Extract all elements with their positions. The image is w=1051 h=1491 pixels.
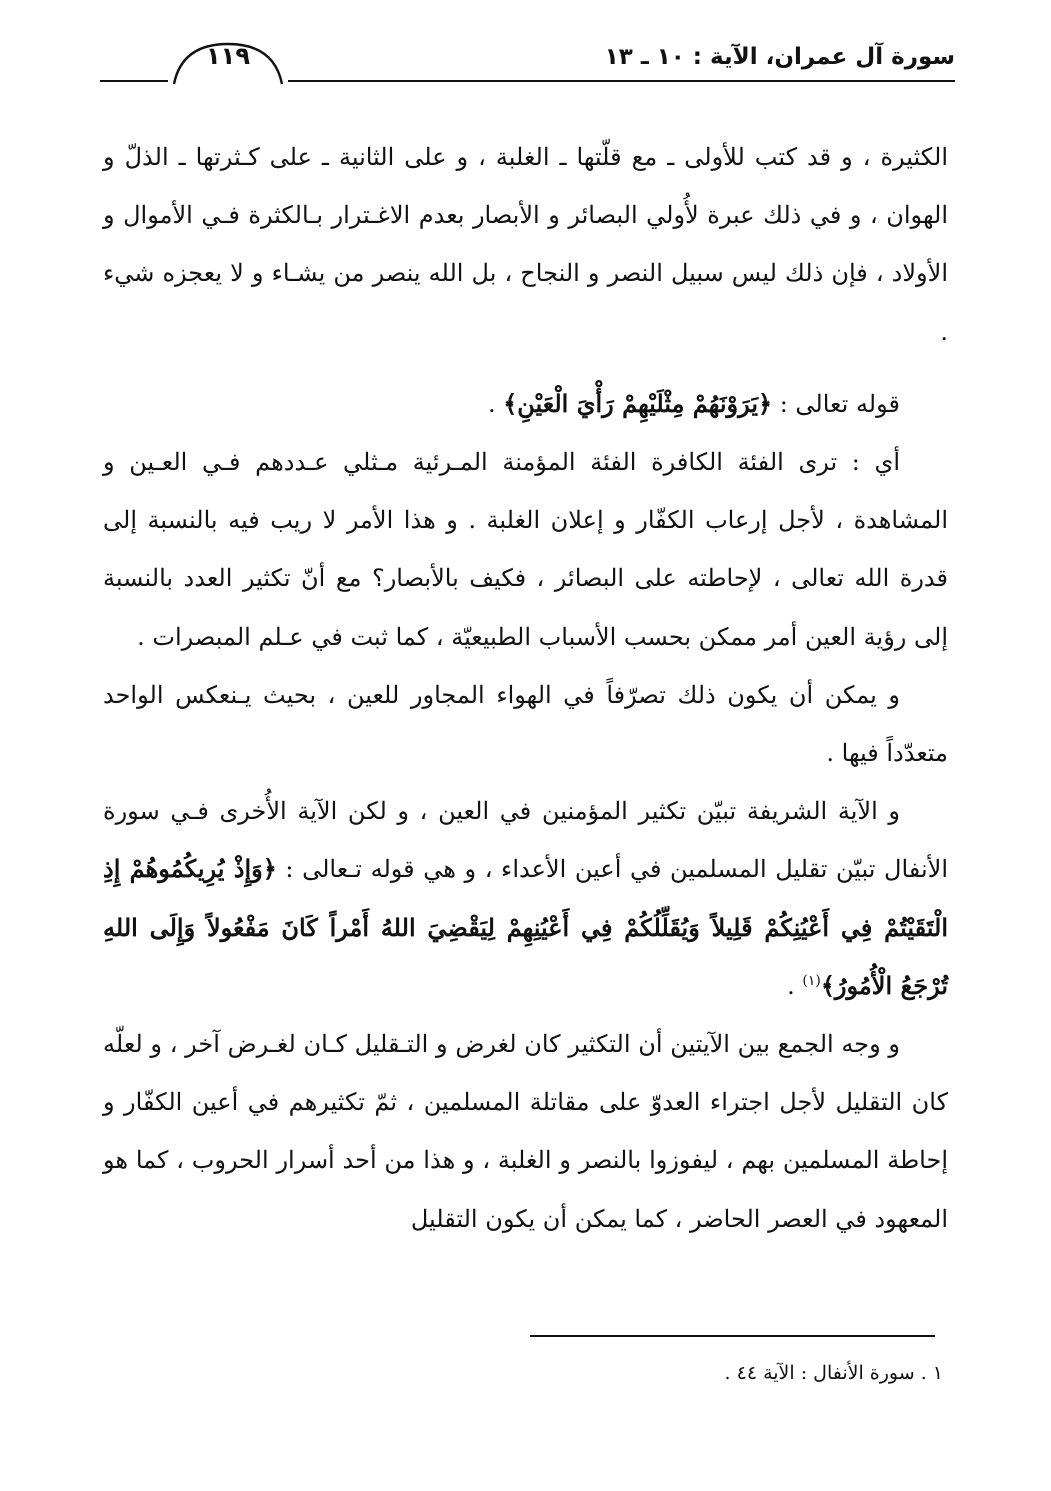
verse-intro: قوله تعالى : <box>772 389 900 418</box>
paragraph-1: الكثيرة ، و قد كتب للأولى ـ مع قلّتها ـ الغلبة ، و على الثانية ـ على كـثرتها ـ الذلّ و الهوان ، و في ذلك عبرة لأُولي البصائر و الأبصار بعدم الاغـترار بـالكثرة فـي الأموال و الأولاد ، فإن ذلك ليس سبيل النصر و النجاح ، بل الله ينصر من يشـاء و لا يعجزه شيء . <box>103 143 948 346</box>
header-rule <box>288 80 955 82</box>
paragraph-2 <box>103 375 948 433</box>
footnote-reference[interactable]: (١) <box>802 972 821 989</box>
page-number: ١١٩ <box>206 42 250 70</box>
verse-end: . <box>787 971 803 1000</box>
header-rule-left <box>100 80 168 82</box>
body-text <box>103 128 948 1248</box>
paragraph-4: و يمكن أن يكون ذلك تصرّفاً في الهواء المجاور للعين ، بحيث يـنعكس الواحد متعدّداً فيها . <box>103 680 948 768</box>
footnote-separator <box>530 1335 935 1337</box>
quran-verse-1: ﴿يَرَوْنَهُمْ مِثْلَيْهِمْ رَأْيَ الْعَيْنِ﴾ <box>503 388 773 418</box>
quran-verse-2: ﴿وَإِذْ يُرِيكُمُوهُمْ إِذِ الْتَقَيْتُمْ فِي أَعْيُنِكُمْ قَلِيلاً وَيُقَلِّلُكُمْ فِي أَعْيُنِهِمْ لِيَقْضِيَ اللهُ أَمْراً كَانَ مَفْعُولاً وَإِلَى اللهِ تُرْجَعُ الْأُمُورُ﴾ <box>103 854 948 1000</box>
paragraph-gap <box>103 361 948 375</box>
verse-end: . <box>487 389 504 418</box>
paragraph-5-text: و الآية الشريفة تبيّن تكثير المؤمنين في العين ، و لكن الآية الأُخرى فـي سورة الأنفال تبيّن تقليل المسلمين في أعين الأعداء ، و هي قوله تـعالى : <box>103 797 948 884</box>
footnote-1: ١ . سورة الأنفال : الآية ٤٤ . <box>724 1362 943 1384</box>
page-number-badge <box>168 38 288 78</box>
paragraph-5 <box>103 782 948 1015</box>
page-header <box>100 34 955 90</box>
paragraph-3: أي : ترى الفئة الكافرة الفئة المؤمنة المـرئية مـثلي عـددهم فـي العـين و المشاهدة ، لأجل إرعاب الكفّار و إعلان الغلبة . و هذا الأمر لا ريب فيه بالنسبة إلى قدرة الله تعالى ، لإحاطته على البصائر ، فكيف بالأبصار؟ مع أنّ تكثير العدد بالنسبة إلى رؤية العين أمر ممكن بحسب الأسباب الطبيعيّة ، كما ثبت في عـلم المبصرات . <box>103 448 948 651</box>
surah-title: سورة آل عمران، الآية : ١٠ ـ ١٣ <box>604 44 955 70</box>
paragraph-6: و وجه الجمع بين الآيتين أن التكثير كان لغرض و التـقليل كـان لغـرض آخر ، و لعلّه كان التقليل لأجل اجتراء العدوّ على مقاتلة المسلمين ، ثمّ تكثيرهم في أعين الكفّار و إحاطة المسلمين بهم ، ليفوزوا بالنصر و الغلبة ، و هذا من أحد أسرار الحروب ، كما هو المعهود في العصر الحاضر ، كما يمكن أن يكون التقليل <box>103 1030 948 1233</box>
